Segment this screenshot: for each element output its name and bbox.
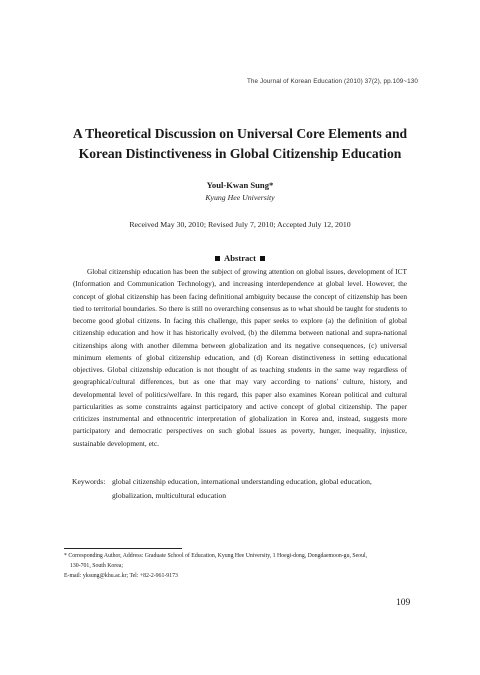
journal-header: The Journal of Korean Education (2010) 37(2), pp.109~130 [246, 78, 418, 85]
author-name: Youl-Kwan Sung* [206, 180, 274, 190]
submission-dates: Received May 30, 2010; Revised July 7, 2010; Accepted July 12, 2010 [129, 220, 351, 229]
square-bullet-icon [260, 256, 265, 261]
square-bullet-icon [215, 256, 220, 261]
footnote-divider [64, 548, 182, 549]
keywords [72, 475, 412, 503]
keywords-line-1: global citizenship education, international understanding education, global education, [112, 477, 372, 486]
footnote-line-2: 130-701, South Korea; [70, 563, 123, 569]
title-line-1: A Theoretical Discussion on Universal Core Elements and [72, 126, 408, 141]
footnote [64, 551, 424, 581]
footnote-line-3: E-mail: yksung@khu.ac.kr; Tel: +82-2-961-9173 [64, 573, 178, 579]
footnote-line-1: * Corresponding Author, Address: Graduate School of Education, Kyung Hee University, 1 Hoegi-dong, Dongdaemoon-gu, Seoul, [64, 553, 368, 559]
page-number: 109 [396, 598, 411, 608]
keywords-line-2: globalization, multicultural education [112, 491, 227, 500]
title-line-2: Korean Distinctiveness in Global Citizenship Education [78, 146, 402, 161]
author-affiliation: Kyung Hee University [205, 193, 275, 202]
keywords-label: Keywords: [72, 477, 106, 486]
abstract-heading [0, 253, 480, 263]
abstract-heading-label: Abstract [224, 253, 256, 263]
paper-title [40, 124, 440, 164]
abstract-text: Global citizenship education has been the subject of growing attention on global issues, development of ICT (Information and Communication Technology), and increasing interdependence at global level. However, the concept of global citizenship has been facing definitional ambiguity because the concept of citizenship has been tied to territorial boundaries. So there is still no overarching consensus as to what should be taught for students to become good global citizens. In facing this challenge, this paper seeks to explore (a) the definition of global citizenship education and how it has historically evolved, (b) the dilemma between national and supra-national citizenships along with another dilemma between globalization and its negative consequences, (c) universal minimum elements of global citizenship education, and (d) Korean distinctiveness in setting educational objectives. Global citizenship education is not thought of as teaching students in the same way regardless of geographical/cultural differences, but as one that may vary according to nations' culture, history, and developmental level of politics/welfare. In this regard, this paper also examines Korean political and cultural particularities as some constraints against participatory and active concept of global citizenship. The paper criticizes instrumental and ethnocentric interpretation of globalization in Korea and, instead, suggests more participatory and democratic perspectives on such global issues as poverty, hunger, inequality, injustice, sustainable development, etc. [73, 267, 407, 448]
